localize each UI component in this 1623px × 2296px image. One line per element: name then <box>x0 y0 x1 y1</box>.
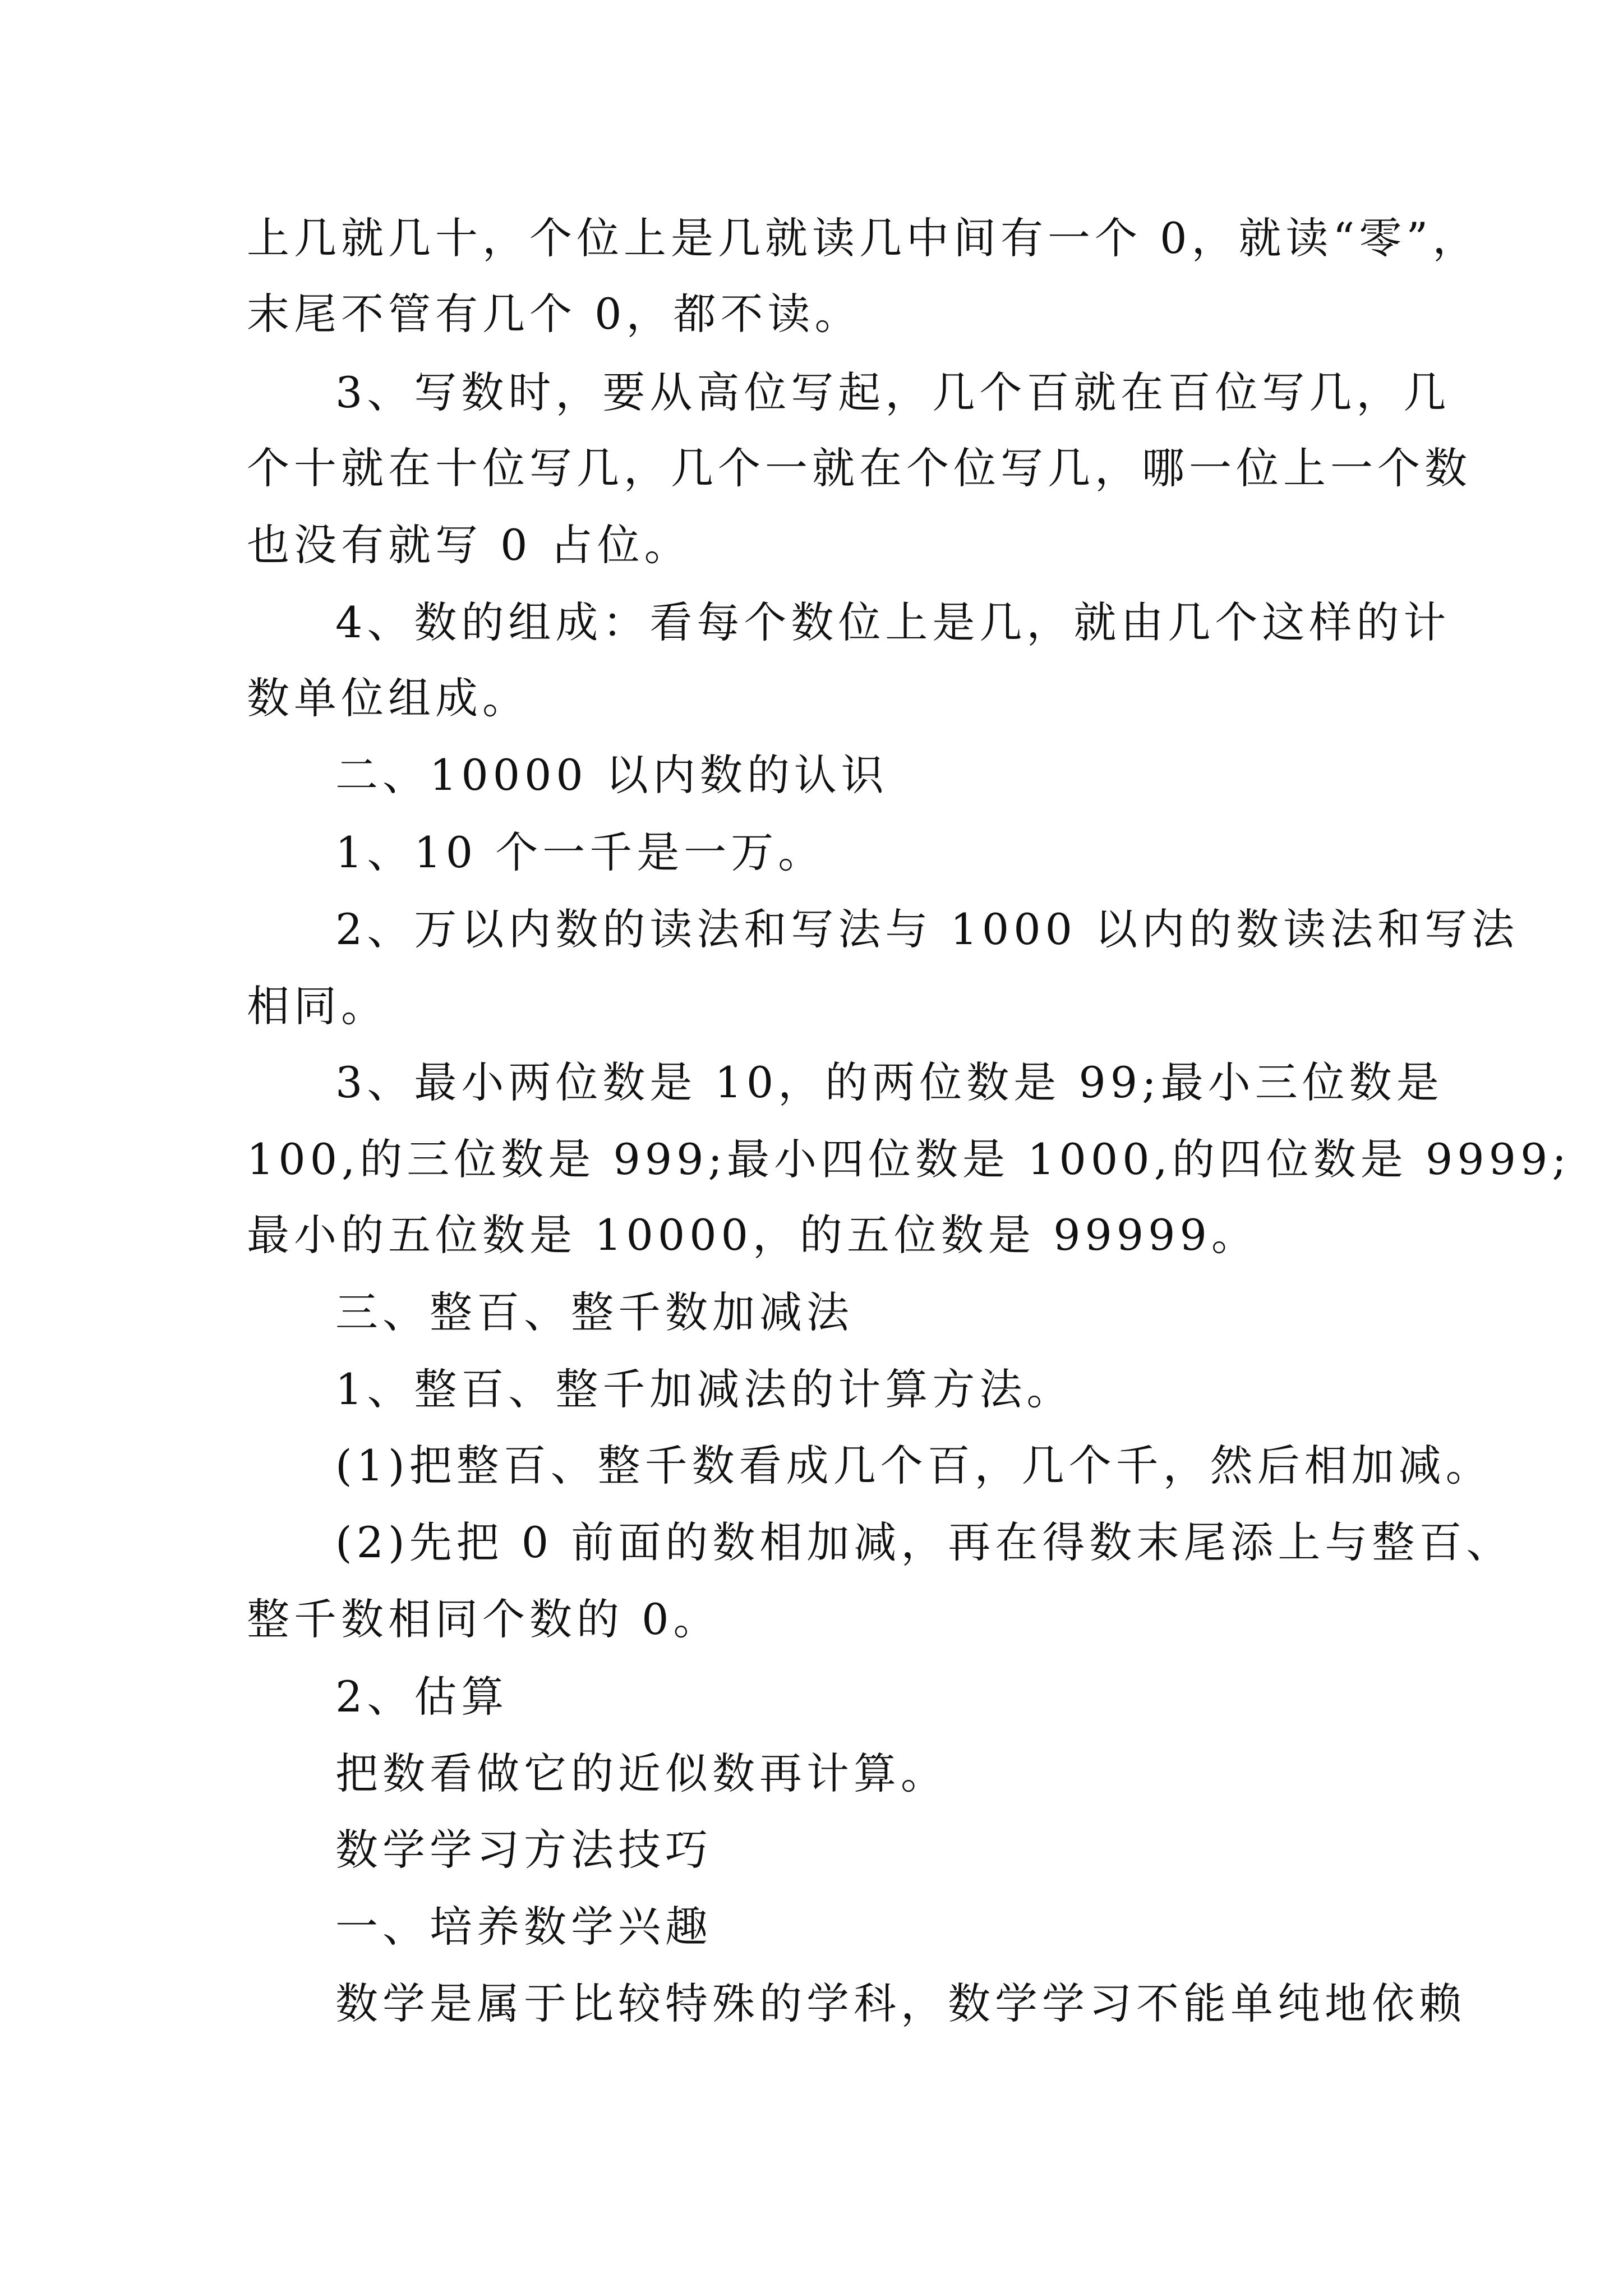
paragraph-line: (1)把整百、整千数看成几个百，几个千，然后相加减。 <box>335 1441 1493 1490</box>
section-heading: 二、10000 以内数的认识 <box>335 750 888 800</box>
section-heading: 一、培养数学兴趣 <box>335 1902 712 1952</box>
paragraph-line: 上几就几十，个位上是几就读几中间有一个 0，就读“零”， <box>247 213 1480 263</box>
paragraph-line: 数学是属于比较特殊的学科，数学学习不能单纯地依赖 <box>335 1978 1466 2028</box>
paragraph-line: 2、万以内数的读法和写法与 1000 以内的数读法和写法 <box>335 904 1519 954</box>
paragraph-line: 1、整百、整千加减法的计算方法。 <box>335 1364 1074 1414</box>
paragraph-line: 3、写数时，要从高位写起，几个百就在百位写几，几 <box>335 367 1451 417</box>
paragraph-line: 最小的五位数是 10000，的五位数是 99999。 <box>247 1210 1258 1260</box>
paragraph-line: 100,的三位数是 999;最小四位数是 1000,的四位数是 9999; <box>247 1134 1571 1184</box>
paragraph-line: 也没有就写 0 占位。 <box>247 520 691 570</box>
section-heading: 三、整百、整千数加减法 <box>335 1287 854 1337</box>
paragraph-line: 3、最小两位数是 10，的两位数是 99;最小三位数是 <box>335 1057 1444 1107</box>
paragraph-line: 相同。 <box>247 981 388 1031</box>
paragraph-line: 末尾不管有几个 0，都不读。 <box>247 289 862 339</box>
paragraph-line: 1、10 个一千是一万。 <box>335 827 826 877</box>
paragraph-line: 4、数的组成：看每个数位上是几，就由几个这样的计 <box>335 597 1451 647</box>
section-heading: 数学学习方法技巧 <box>335 1825 712 1875</box>
paragraph-line: 2、估算 <box>335 1672 509 1722</box>
paragraph-line: 数单位组成。 <box>247 673 529 723</box>
paragraph-line: 把数看做它的近似数再计算。 <box>335 1749 948 1798</box>
paragraph-line: 整千数相同个数的 0。 <box>247 1594 721 1644</box>
paragraph-line: (2)先把 0 前面的数相加减，再在得数末尾添上与整百、 <box>335 1517 1514 1567</box>
paragraph-line: 个十就在十位写几，几个一就在个位写几，哪一位上一个数 <box>247 443 1472 493</box>
